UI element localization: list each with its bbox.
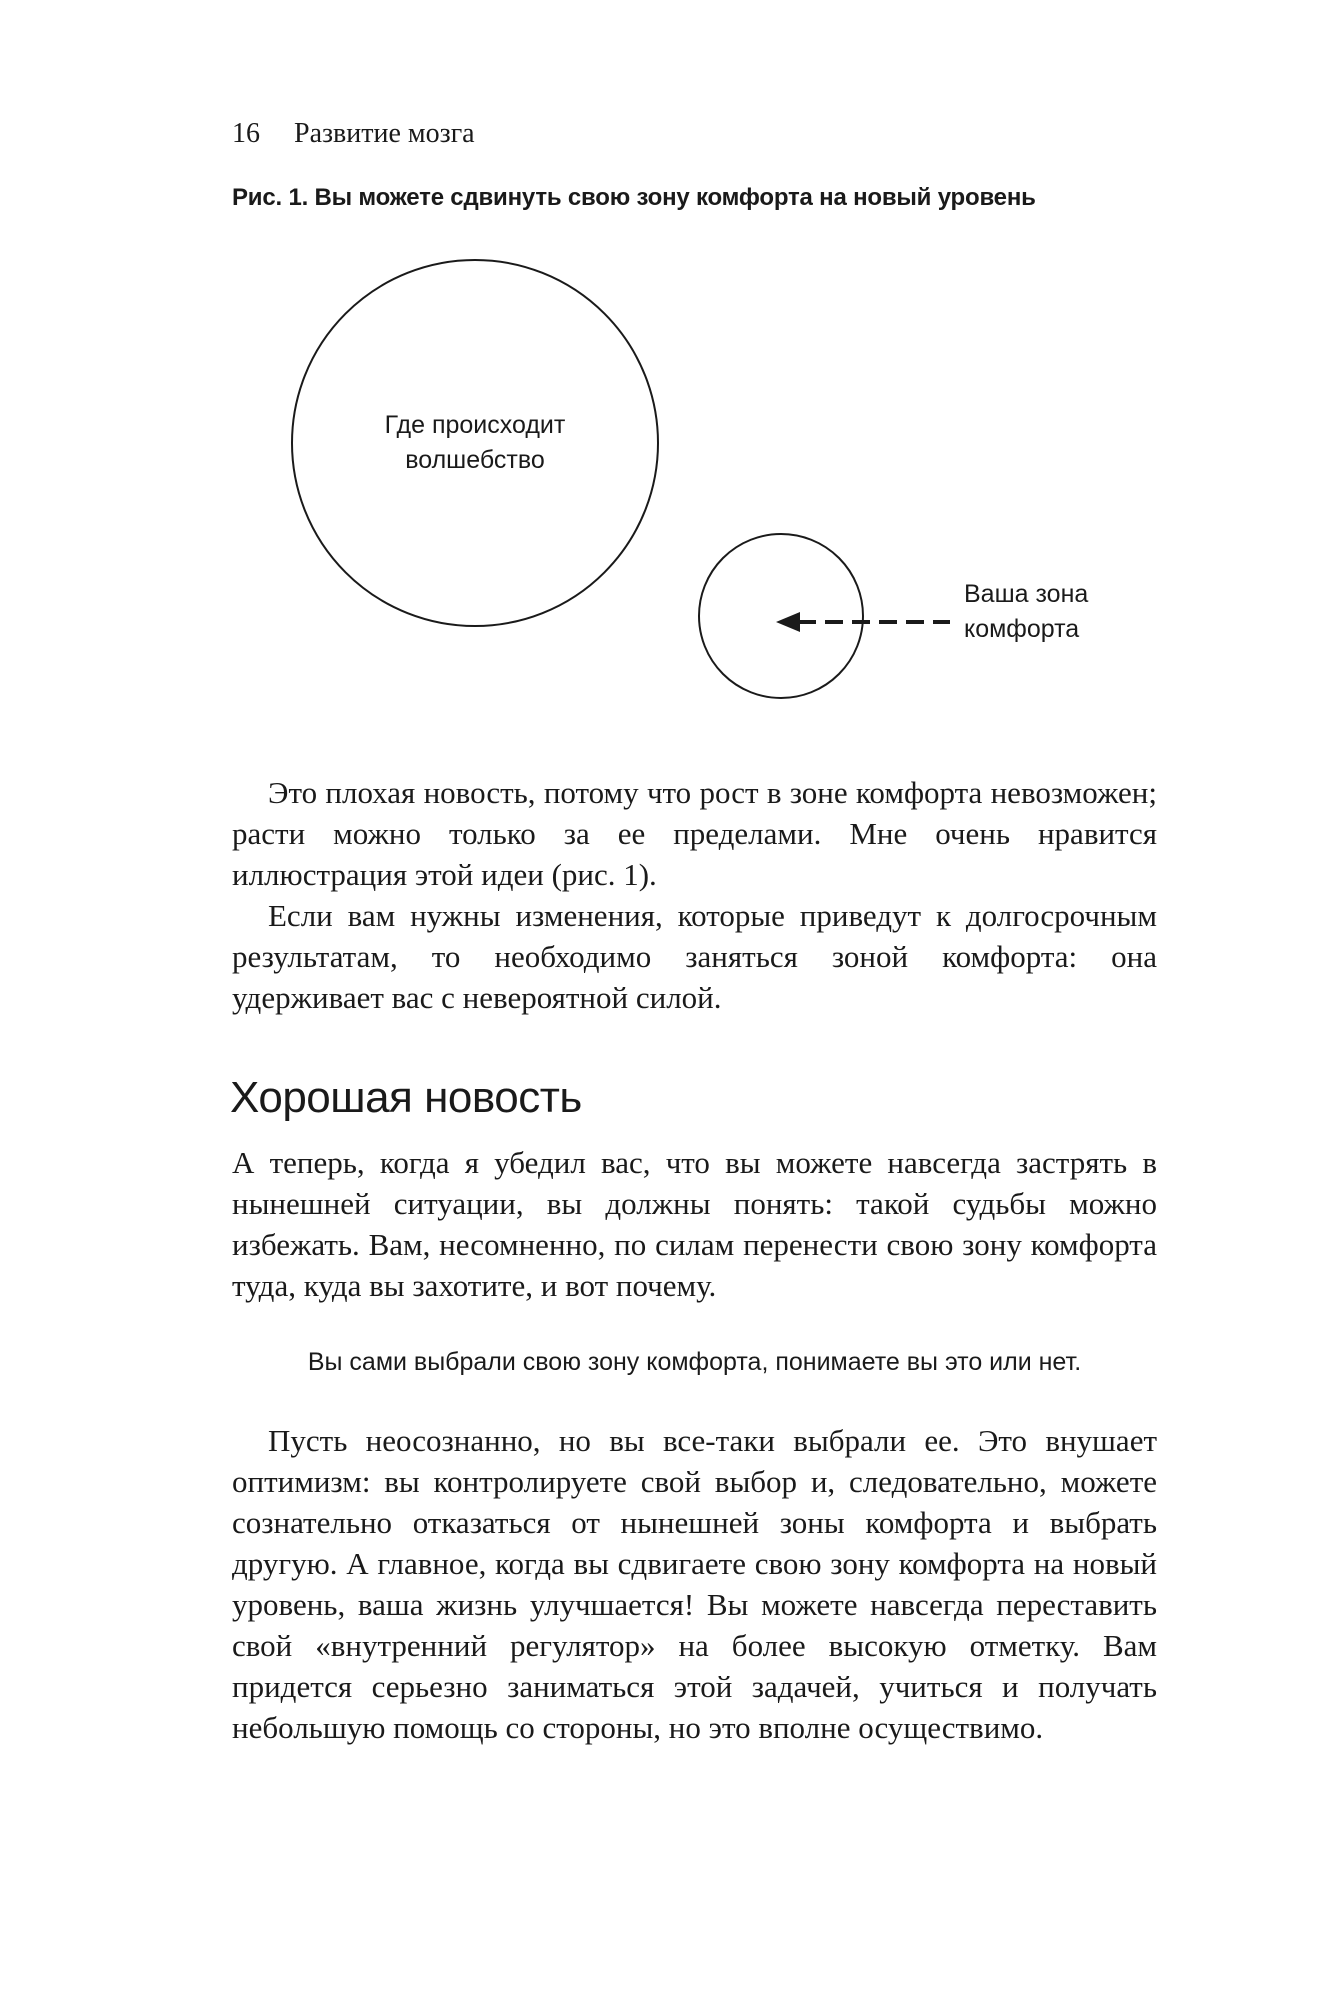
page-number: 16 — [232, 118, 260, 149]
dashed-arrow-icon — [770, 604, 950, 640]
paragraph: Пусть неосознанно, но вы все-таки выбрали ее. Это внушает оптимизм: вы контролируете свой выбор и, следовательно, можете сознательно отказаться от нынешней зоны комфорта и выбрать другую. А главное, когда вы сдвигаете свою зону комфорта на новый уровень, ваша жизнь улучшается! Вы можете навсегда переставить свой «внутренний регулятор» на более высокую отметку. Вам придется серьезно заниматься этой задачей, учиться и получать небольшую помощь со стороны, но это вполне осуществимо. — [232, 1423, 1157, 1745]
comfort-zone-label — [964, 577, 1164, 647]
body-paragraphs-2 — [232, 1142, 1157, 1306]
pull-quote: Вы сами выбрали свою зону комфорта, понимаете вы это или нет. — [307, 1348, 1082, 1376]
paragraph: А теперь, когда я убедил вас, что вы можете навсегда застрять в нынешней ситуации, вы должны понять: такой судьбы можно избежать. Вам, несомненно, по силам перенести свою зону комфорта туда, куда вы захотите, и вот почему. — [232, 1145, 1157, 1303]
magic-zone-label-line2: волшебство — [405, 446, 545, 474]
running-head-title: Развитие мозга — [294, 118, 475, 149]
comfort-zone-label-line2: комфорта — [964, 615, 1080, 643]
section-heading: Хорошая новость — [230, 1073, 582, 1122]
magic-zone-label-line1: Где происходит — [384, 411, 566, 439]
magic-zone-label — [363, 408, 587, 478]
paragraph: Если вам нужны изменения, которые приведут к долгосрочным результатам, то необходимо заняться зоной комфорта: она удерживает вас с невероятной силой. — [232, 898, 1157, 1015]
comfort-zone-figure — [0, 0, 1343, 720]
body-paragraphs-1 — [232, 772, 1157, 1018]
comfort-zone-label-line1: Ваша зона — [964, 580, 1089, 608]
paragraph: Это плохая новость, потому что рост в зоне комфорта невозможен; расти можно только за ее пределами. Мне очень нравится иллюстрация этой идеи (рис. 1). — [232, 775, 1157, 892]
body-paragraphs-3 — [232, 1420, 1157, 1748]
figure-caption: Рис. 1. Вы можете сдвинуть свою зону комфорта на новый уровень — [232, 184, 1036, 211]
